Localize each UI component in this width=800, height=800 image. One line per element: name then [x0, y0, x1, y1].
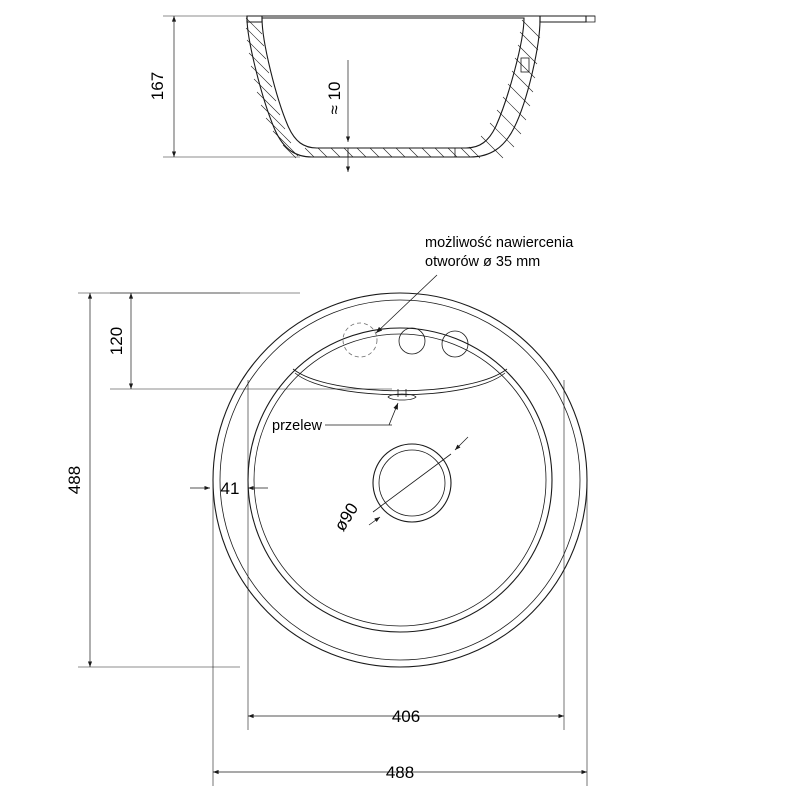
dimension-41	[190, 479, 268, 498]
drain-diameter-leader	[373, 454, 451, 512]
section-hatching-right	[469, 20, 540, 158]
cross-section-view	[148, 16, 595, 172]
dimension-value-41: 41	[220, 479, 240, 498]
overflow-label-group	[272, 403, 398, 434]
dimension-488-horizontal	[213, 480, 587, 786]
dimension-value-thickness: ≈ 10	[325, 81, 344, 115]
dimension-value-406: 406	[391, 707, 421, 726]
tap-hole-note	[376, 235, 574, 333]
sink-rim-circle	[220, 300, 580, 660]
tap-hole-1	[399, 328, 425, 354]
dimension-value-488-vertical: 488	[65, 465, 84, 495]
dimension-thickness	[325, 60, 348, 172]
dimension-value-drain: ø90	[330, 499, 363, 535]
dimension-value-488-horizontal: 488	[385, 763, 415, 782]
tap-hole-note-line2: otworów ø 35 mm	[425, 254, 541, 270]
sink-bowl-inner-circle	[254, 334, 546, 626]
sink-bowl-circle	[248, 328, 552, 632]
tap-hole-note-line1: możliwość nawiercenia	[425, 235, 574, 251]
dimension-value-167: 167	[148, 71, 167, 101]
top-view	[65, 235, 587, 786]
overflow-label: przelew	[272, 418, 322, 434]
dimension-488-vertical	[65, 293, 240, 667]
tap-deck-arc	[295, 373, 505, 395]
section-hatching-left	[246, 18, 298, 158]
dimension-value-120: 120	[107, 326, 126, 356]
section-hatching-bottom	[305, 148, 470, 157]
tap-hole-2	[442, 331, 468, 357]
tap-deck-arc-outer	[293, 369, 507, 391]
sink-outer-circle	[213, 293, 587, 667]
dimension-167	[148, 16, 300, 157]
